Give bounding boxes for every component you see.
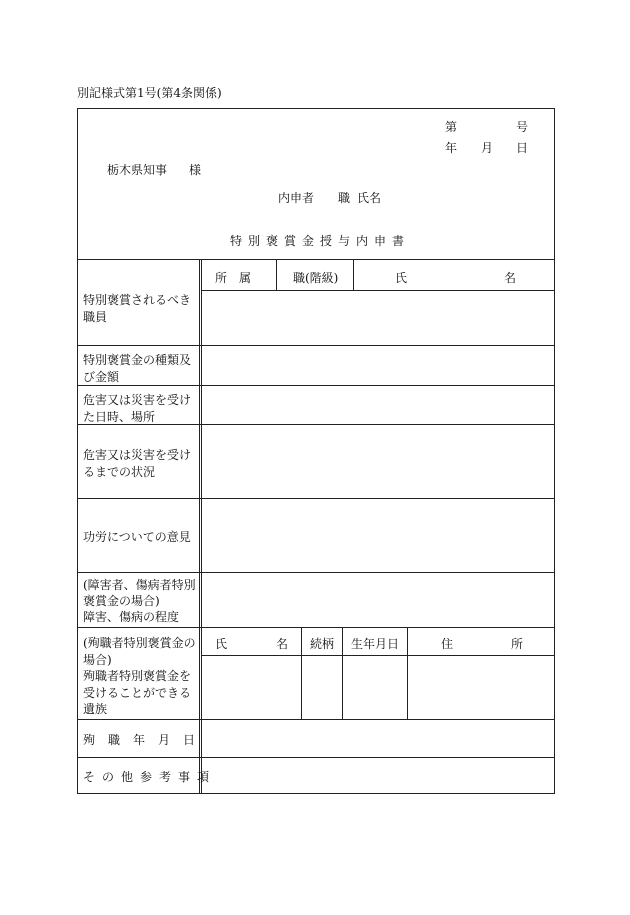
col-divider-relation	[342, 627, 343, 719]
label-employee-1: 特別褒賞されるべき	[83, 293, 192, 307]
label-other-notes: その他参考事項	[83, 770, 217, 784]
col-relation: 続柄	[310, 637, 335, 651]
divider-employee-header	[201, 290, 555, 291]
label-bereaved-4: 受けることができる	[83, 686, 192, 700]
col-name-1: 氏	[395, 271, 408, 285]
col-name-2: 名	[504, 271, 517, 285]
label-death-date: 殉職年月日	[83, 733, 209, 747]
date-day: 日	[516, 141, 529, 155]
divider-row-1	[77, 345, 555, 346]
divider-row-7	[77, 719, 555, 720]
number-prefix: 第	[445, 120, 458, 134]
label-disability-2: 褒賞金の場合)	[83, 594, 160, 608]
form-title: 別記様式第1号(第4条関係)	[77, 86, 222, 100]
addressee: 栃木県知事	[107, 163, 168, 177]
divider-row-6	[77, 627, 555, 628]
label-disability-1: (障害者、傷病者特別	[83, 578, 196, 592]
label-bereaved-3: 殉職者特別褒賞金を	[83, 669, 192, 683]
applicant-name: 氏名	[357, 191, 382, 205]
col-address-1: 住	[441, 637, 454, 651]
divider-row-4	[77, 498, 555, 499]
date-year: 年	[445, 141, 458, 155]
divider-row-2	[77, 385, 555, 386]
col-address-2: 所	[511, 637, 524, 651]
col-divider-birthdate	[407, 627, 408, 719]
label-employee-2: 職員	[83, 310, 108, 324]
label-bereaved-5: 遺族	[83, 702, 108, 716]
number-suffix: 号	[516, 120, 529, 134]
label-incident-situation-2: るまでの状況	[83, 465, 156, 479]
document-title: 特別褒賞金授与内申書	[230, 234, 411, 248]
label-incident-datetime-1: 危害又は災害を受け	[83, 393, 192, 407]
col-affiliation: 所 属	[215, 271, 252, 285]
label-disability-3: 障害、傷病の程度	[83, 610, 180, 624]
col-birthdate: 生年月日	[351, 637, 400, 651]
applicant-title: 職	[338, 191, 351, 205]
divider-bereaved-header	[201, 655, 555, 656]
addressee-honorific: 様	[189, 163, 202, 177]
label-type-amount-2: び金額	[83, 370, 120, 384]
label-incident-datetime-2: た日時、場所	[83, 410, 156, 424]
label-merit-opinion: 功労についての意見	[83, 530, 191, 544]
col-divider-affiliation	[276, 259, 277, 290]
applicant-label: 内申者	[278, 191, 315, 205]
divider-row-8	[77, 757, 555, 758]
label-bereaved-2: 場合)	[83, 653, 112, 667]
label-type-amount-1: 特別褒賞金の種類及	[83, 353, 192, 367]
divider-header	[77, 259, 555, 260]
col-bereaved-name-1: 氏	[215, 637, 228, 651]
col-divider-position	[353, 259, 354, 290]
col-divider-bereaved-name	[301, 627, 302, 719]
col-bereaved-name-2: 名	[276, 637, 289, 651]
label-column-divider	[199, 259, 202, 794]
col-position: 職(階級)	[293, 271, 339, 285]
label-incident-situation-1: 危害又は災害を受け	[83, 448, 192, 462]
label-bereaved-1: (殉職者特別褒賞金の	[83, 636, 196, 650]
date-month: 月	[481, 141, 494, 155]
divider-row-5	[77, 572, 555, 573]
